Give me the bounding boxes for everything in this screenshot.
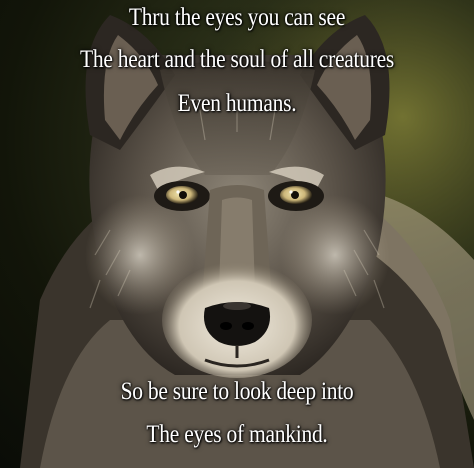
quote-line-3: Even humans. — [177, 90, 297, 117]
right-nostril — [242, 322, 254, 330]
quote-line-2: The heart and the soul of all creatures — [79, 46, 395, 73]
left-nostril — [220, 322, 232, 330]
quote-line-4: So be sure to look deep into — [120, 378, 354, 405]
quote-line-5: The eyes of mankind. — [146, 421, 328, 448]
quote-line-1: Thru the eyes you can see — [128, 4, 346, 31]
left-pupil — [179, 191, 187, 199]
